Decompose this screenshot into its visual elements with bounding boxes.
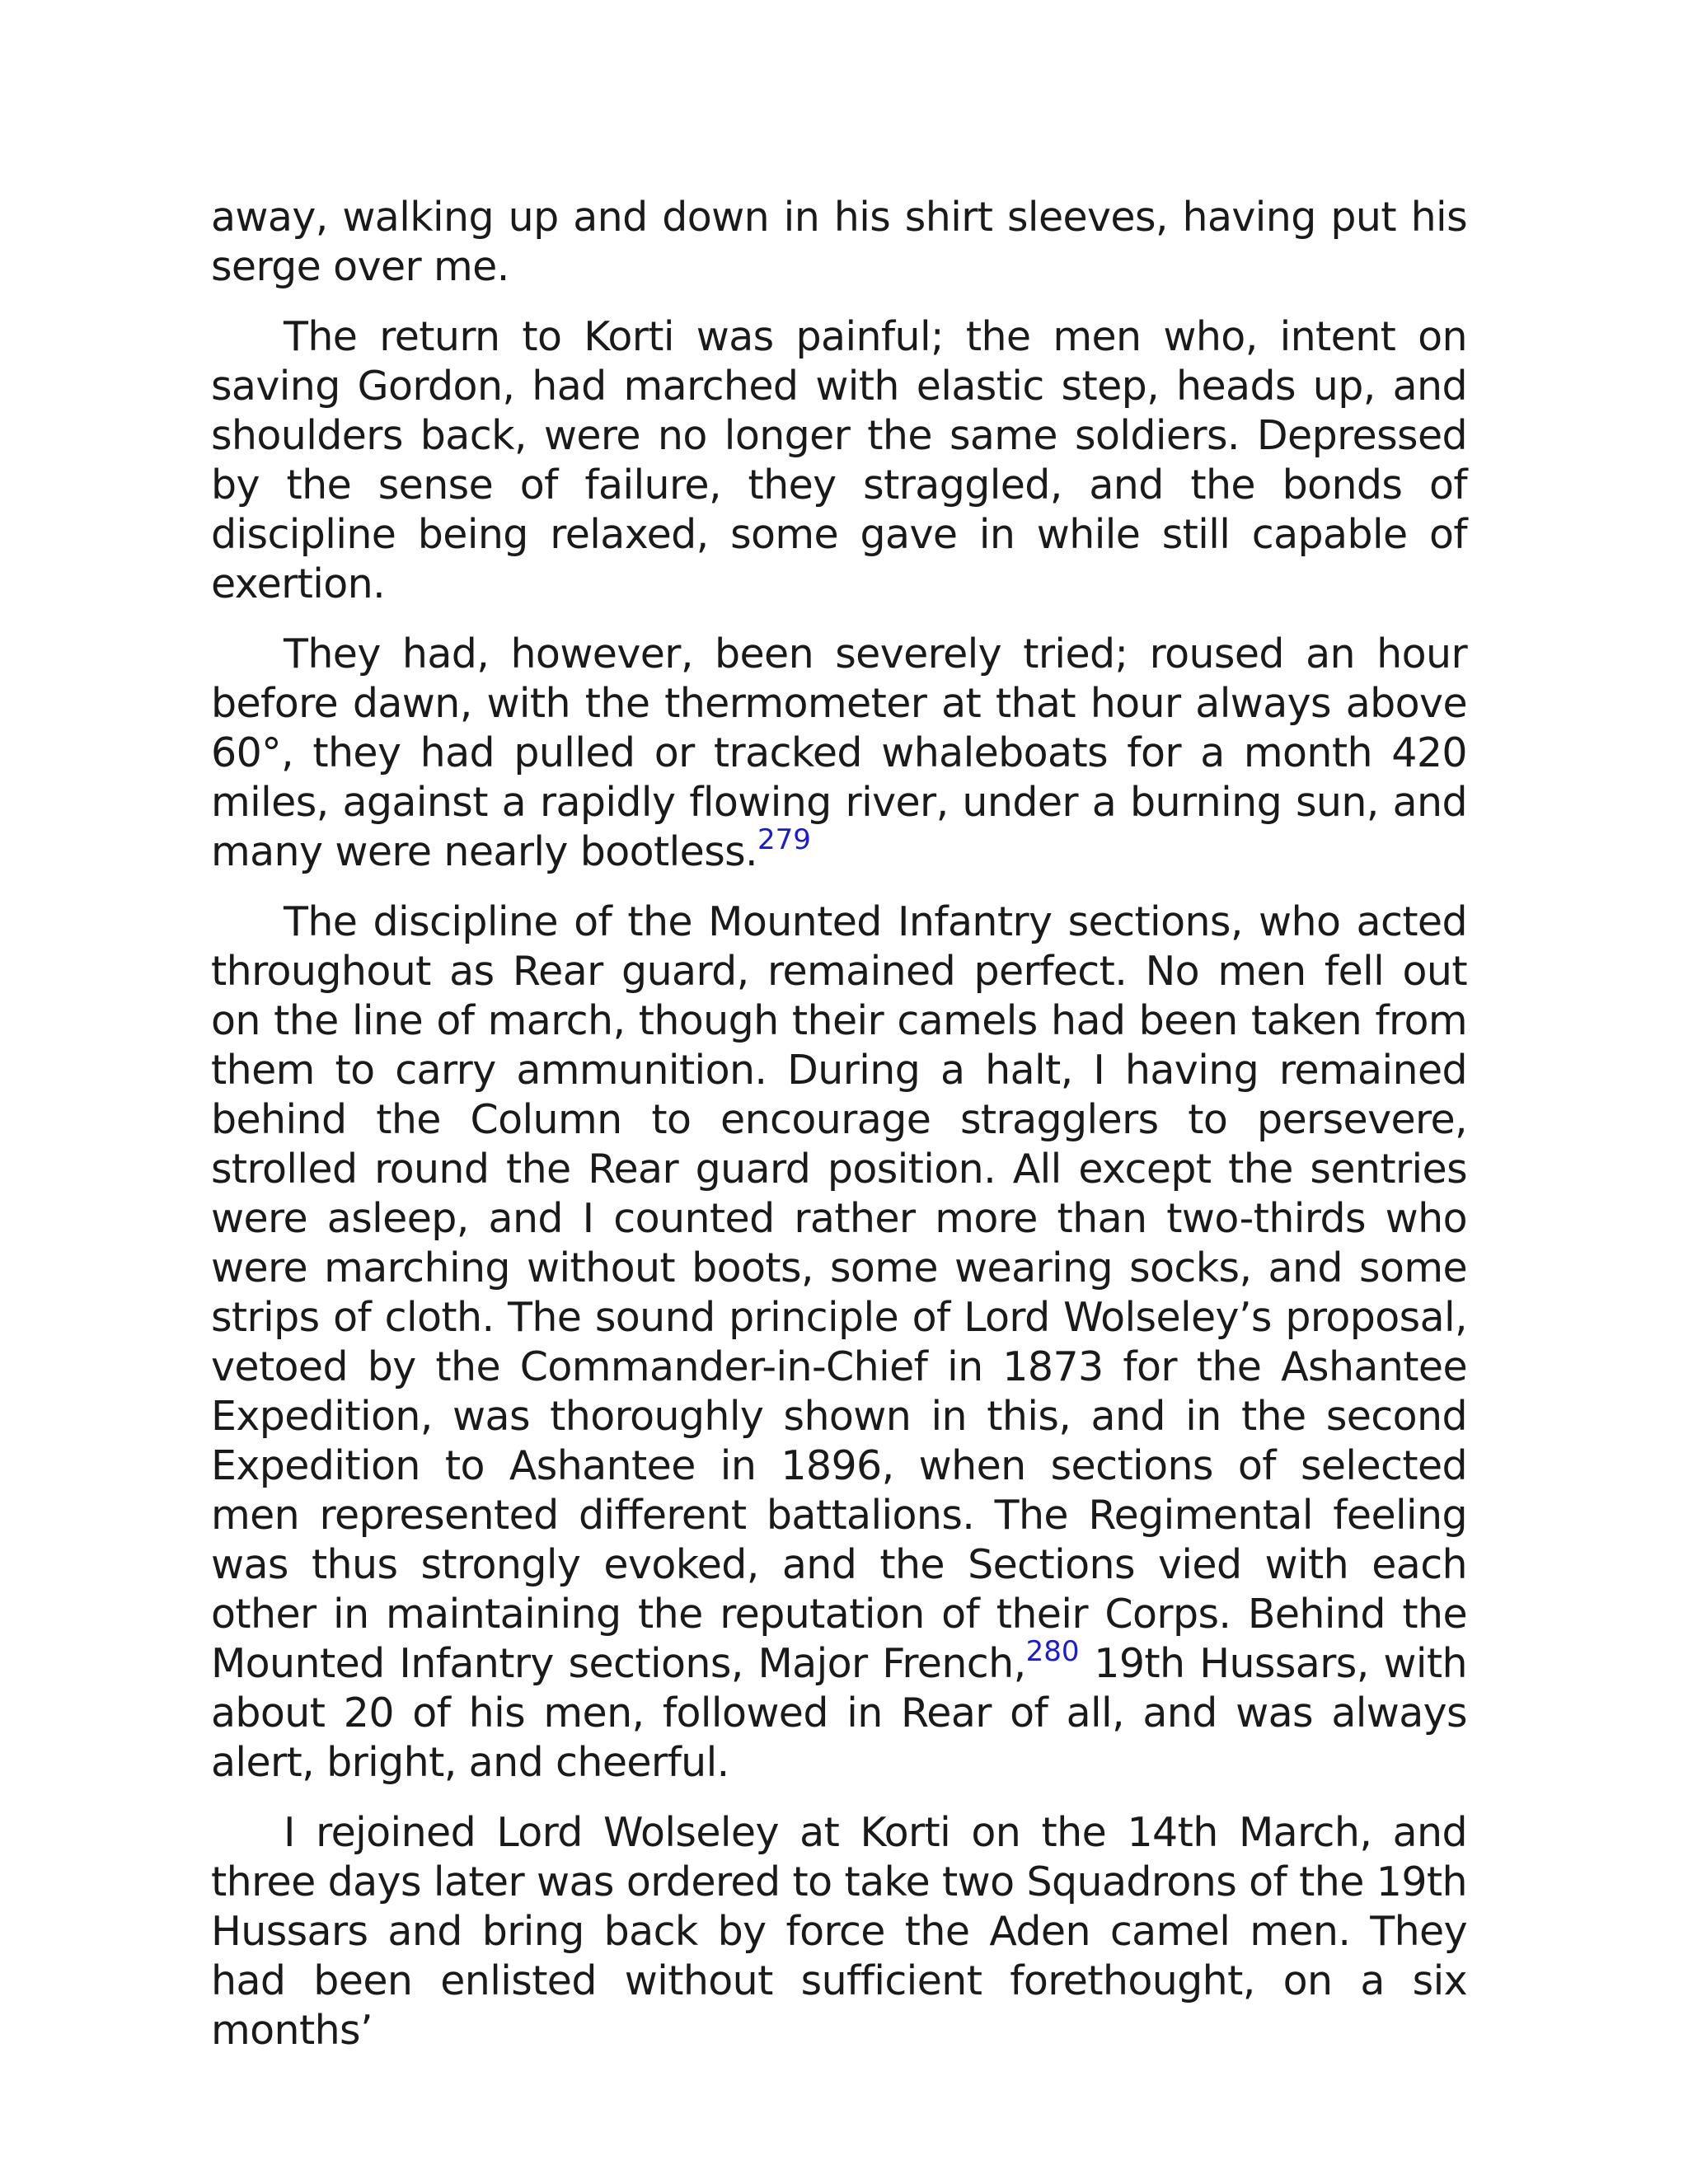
footnote-link-279[interactable]: 279 <box>757 823 811 856</box>
paragraph-5 <box>211 1808 1467 2055</box>
paragraph-1 <box>211 193 1467 292</box>
footnote-link-280[interactable]: 280 <box>1025 1635 1080 1668</box>
paragraph-text: I rejoined Lord Wolseley at Korti on the 14th March, and three days later was ordered to take two Squadrons of the 19th Hussars and bring back by force the Aden camel men. They had been enlisted without sufficient forethought, on a six months’ <box>211 1809 1467 2054</box>
paragraph-text: They had, however, been severely tried; roused an hour before dawn, with the thermometer at that hour always above 60°, they had pulled or tracked whaleboats for a month 420 miles, against a rapidly flowing river, under a burning sun, and many were nearly bootless. <box>211 630 1467 875</box>
paragraph-3 <box>211 630 1467 877</box>
paragraph-text: The discipline of the Mounted Infantry sections, who acted throughout as Rear guard, remained perfect. No men fell out on the line of march, though their camels had been taken from them to carry ammunition. During a halt, I having remained behind the Column to encourage stragglers to persevere, strolled round the Rear guard position. All except the sentries were asleep, and I counted rather more than two-thirds who were marching without boots, some wearing socks, and some strips of cloth. The sound principle of Lord Wolseley’s proposal, vetoed by the Commander-in-Chief in 1873 for the Ashantee Expedition, was thoroughly shown in this, and in the second Expedition to Ashantee in 1896, when sections of selected men represented different battalions. The Regimental feeling was thus strongly evoked, and the Sections vied with each other in maintaining the reputation of their Corps. Behind the Mounted Infantry sections, Major French, <box>211 898 1467 1687</box>
paragraph-4 <box>211 898 1467 1788</box>
paragraph-2 <box>211 312 1467 609</box>
paragraph-text: The return to Korti was painful; the men who, intent on saving Gordon, had marched with elastic step, heads up, and shoulders back, were no longer the same soldiers. Depressed by the sense of failure, they straggled, and the bonds of discipline being relaxed, some gave in while still capable of exertion. <box>211 313 1467 607</box>
paragraph-text: away, walking up and down in his shirt sleeves, having put his serge over me. <box>211 194 1467 290</box>
paragraph-text: 19th Hussars, with about 20 of his men, followed in Rear of all, and was always alert, bright, and cheerful. <box>211 1640 1467 1786</box>
book-page <box>211 193 1467 2076</box>
